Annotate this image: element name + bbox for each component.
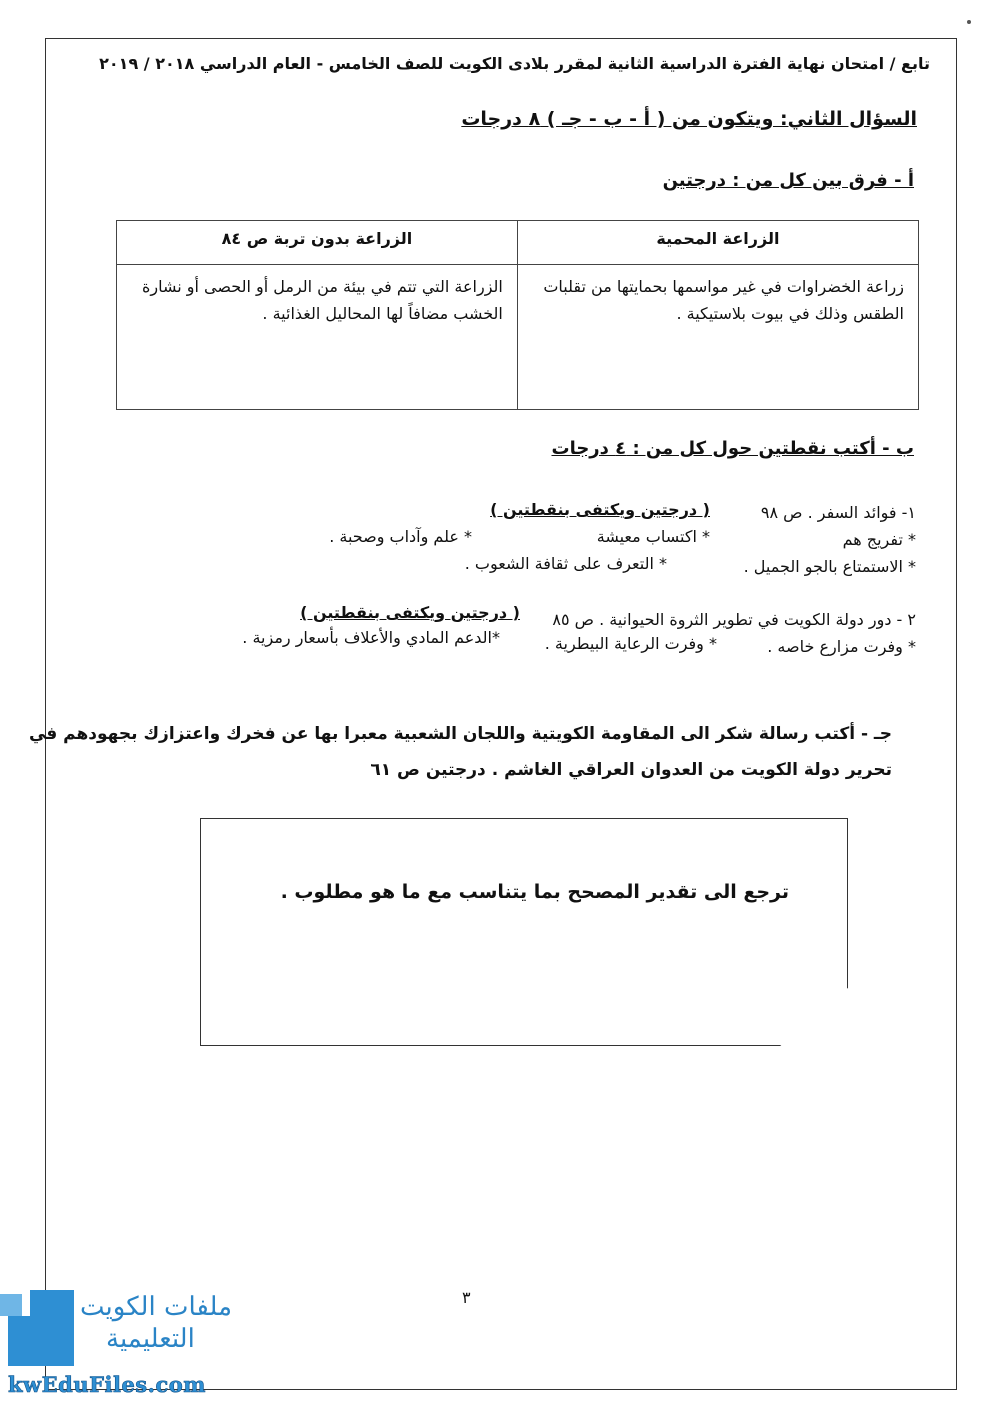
exam-header: تابع / امتحان نهاية الفترة الدراسية الثانية لمقرر بلادى الكويت للصف الخامس - العام الدراسي ٢٠١٨ / ٢٠١٩	[99, 54, 930, 73]
table-cell-soilless-farming: الزراعة التي تتم في بيئة من الرمل أو الحصى أو نشارة الخشب مضافاً لها المحاليل الغذائية .	[117, 265, 518, 410]
b-item1-point: * التعرف على ثقافة الشعوب .	[464, 554, 667, 573]
logo-tile	[0, 1294, 22, 1316]
part-c-line2: تحرير دولة الكويت من العدوان العراقي الغاشم . درجتين ص ٦١	[370, 760, 892, 780]
question-2-title: السؤال الثاني: ويتكون من ( أ - ب - جـ ) ٨ درجات	[461, 108, 917, 130]
page-number: ٣	[462, 1288, 471, 1307]
answer-note-box	[200, 818, 848, 1046]
b-item1-point: * الاستمتاع بالجو الجميل .	[743, 557, 916, 576]
table-header-protected-farming: الزراعة المحمية	[517, 221, 918, 265]
part-c-line1: جـ - أكتب رسالة شكر الى المقاومة الكويتية واللجان الشعبية معبرا بها عن فخرك واعتزازك بجهودهم في	[28, 724, 892, 744]
b-item1-marks: ( درجتين ويكتفى بنقطتين )	[490, 500, 710, 519]
kwedufiles-logo	[0, 1282, 250, 1400]
scan-dot	[967, 20, 971, 24]
b-item2-point: *الدعم المادي والأعلاف بأسعار رمزية .	[242, 628, 500, 647]
b-item2-point: * وفرت مزارع خاصه .	[767, 637, 916, 656]
logo-text-line2: التعليمية	[106, 1324, 195, 1354]
b-item1-point: * تفريج هم	[842, 530, 916, 549]
b-item2-marks: ( درجتين ويكتفى بنقطتين )	[300, 603, 520, 622]
logo-tile	[8, 1316, 74, 1366]
b-item2-point: * وفرت الرعاية البيطرية .	[544, 634, 717, 653]
b-item1-point: * علم وآداب وصحبة .	[329, 527, 472, 546]
b-item2-label: ٢ - دور دولة الكويت في تطوير الثروة الحيوانية . ص ٨٥	[552, 610, 916, 629]
logo-text-line1: ملفات الكويت	[80, 1292, 233, 1322]
b-item1-label: ١- فوائد السفر . ص ٩٨	[760, 503, 916, 522]
logo-url: kwEduFiles.com	[8, 1372, 206, 1397]
answer-note-text: ترجع الى تقدير المصحح بما يتناسب مع ما هو مطلوب .	[280, 881, 789, 903]
part-b-title: ب - أكتب نقطتين حول كل من : ٤ درجات	[551, 438, 914, 459]
table-cell-protected-farming: زراعة الخضراوات في غير مواسمها بحمايتها من تقلبات الطقس وذلك في بيوت بلاستيكية .	[517, 265, 918, 410]
page-curl	[779, 987, 849, 1047]
comparison-table	[116, 220, 919, 410]
logo-tile	[30, 1290, 74, 1316]
b-item1-point: * اكتساب معيشة	[596, 527, 710, 546]
table-header-soilless-farming: الزراعة بدون تربة ص ٨٤	[117, 221, 518, 265]
part-a-title: أ - فرق بين كل من : درجتين	[662, 170, 914, 191]
